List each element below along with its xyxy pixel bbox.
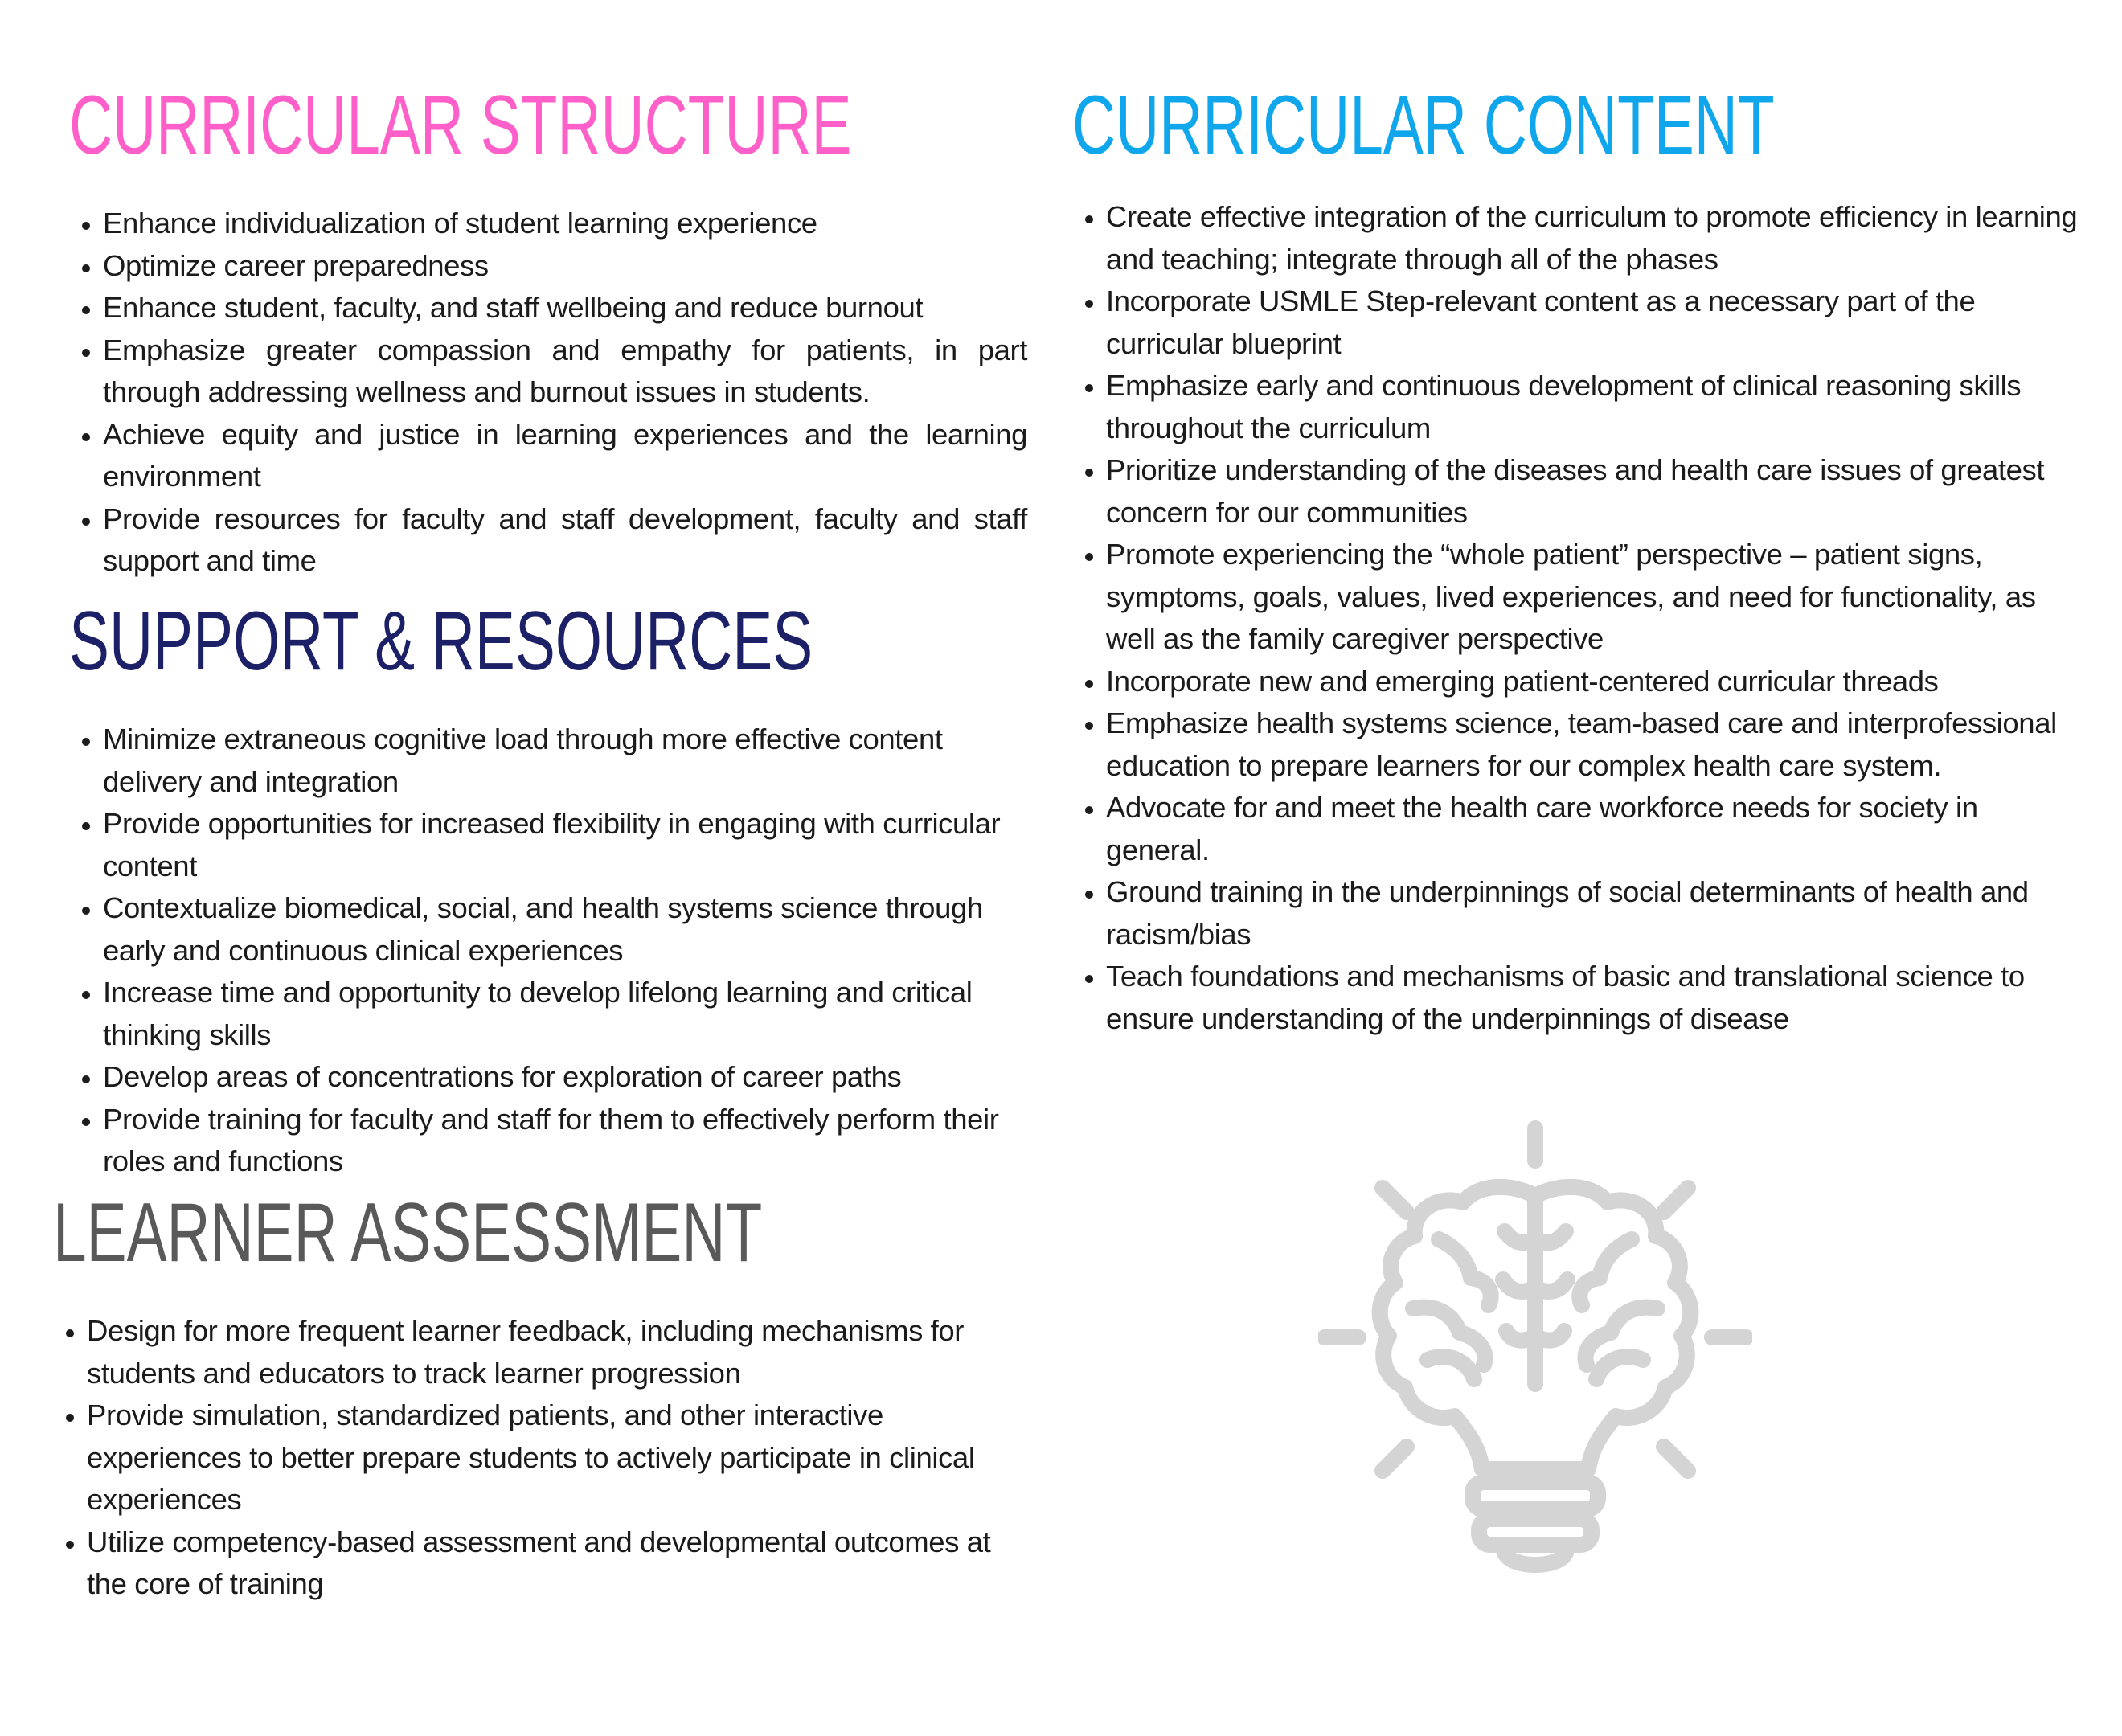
list-item: • Emphasize early and continuous development of clinical reasoning skills throughout the curriculum — [1106, 365, 2087, 449]
list-item: • Prioritize understanding of the diseases and health care issues of greatest concern for our communities — [1106, 449, 2087, 534]
list-item: • Develop areas of concentrations for exploration of career paths — [103, 1056, 1027, 1099]
learner-assessment-list — [53, 1310, 1027, 1606]
curricular-structure-heading: CURRICULAR STRUCTURE — [69, 79, 852, 172]
list-item: • Ground training in the underpinnings of social determinants of health and racism/bias — [1106, 871, 2087, 956]
list-item: • Promote experiencing the “whole patient” perspective – patient signs, symptoms, goals, values, lived experiences, and need for functionality, as well as the family caregiver perspective — [1106, 534, 2087, 661]
curricular-content-list — [1072, 196, 2087, 1040]
list-item: • Optimize career preparedness — [103, 245, 1027, 288]
list-item: • Provide simulation, standardized patients, and other interactive experiences to better prepare students to actively participate in clinical experiences — [87, 1394, 1027, 1521]
list-item: • Emphasize greater compassion and empathy for patients, in part through addressing wellness and burnout issues in students. — [103, 330, 1027, 414]
list-item: • Design for more frequent learner feedback, including mechanisms for students and educators to track learner progression — [87, 1310, 1027, 1394]
list-item: • Provide training for faculty and staff for them to effectively perform their roles and functions — [103, 1099, 1027, 1183]
curricular-structure-list — [69, 203, 1027, 583]
support-resources-list — [69, 719, 1027, 1183]
list-item: • Enhance individualization of student learning experience — [103, 203, 1027, 245]
list-item: • Enhance student, faculty, and staff wellbeing and reduce burnout — [103, 287, 1027, 330]
list-item: • Emphasize health systems science, team-based care and interprofessional education to prepare learners for our complex health care system. — [1106, 702, 2087, 787]
list-item: • Achieve equity and justice in learning experiences and the learning environment — [103, 414, 1027, 498]
list-item: • Create effective integration of the curriculum to promote efficiency in learning and teaching; integrate through all of the phases — [1106, 196, 2087, 280]
list-item: • Increase time and opportunity to develop lifelong learning and critical thinking skills — [103, 972, 1027, 1056]
list-item: • Incorporate new and emerging patient-centered curricular threads — [1106, 661, 2087, 703]
support-resources-section — [69, 595, 1027, 1183]
support-resources-heading: SUPPORT & RESOURCES — [69, 595, 813, 688]
list-item: • Utilize competency-based assessment and developmental outcomes at the core of training — [87, 1521, 1027, 1606]
list-item: • Teach foundations and mechanisms of basic and translational science to ensure understanding of the underpinnings of disease — [1106, 956, 2087, 1040]
list-item: • Provide opportunities for increased flexibility in engaging with curricular content — [103, 803, 1027, 887]
learner-assessment-heading: LEARNER ASSESSMENT — [53, 1186, 763, 1279]
list-item: • Incorporate USMLE Step-relevant content as a necessary part of the curricular blueprint — [1106, 280, 2087, 365]
list-item: • Provide resources for faculty and staff development, faculty and staff support and time — [103, 498, 1027, 583]
curricular-content-section — [1072, 79, 2087, 1040]
learner-assessment-section — [53, 1186, 1027, 1606]
curricular-structure-section — [69, 79, 1027, 583]
list-item: • Contextualize biomedical, social, and health systems science through early and continuous clinical experiences — [103, 887, 1027, 972]
list-item: • Minimize extraneous cognitive load through more effective content delivery and integration — [103, 719, 1027, 803]
curricular-content-heading: CURRICULAR CONTENT — [1072, 79, 1775, 172]
brain-lightbulb-icon — [1318, 1119, 1752, 1577]
list-item: • Advocate for and meet the health care workforce needs for society in general. — [1106, 787, 2087, 871]
